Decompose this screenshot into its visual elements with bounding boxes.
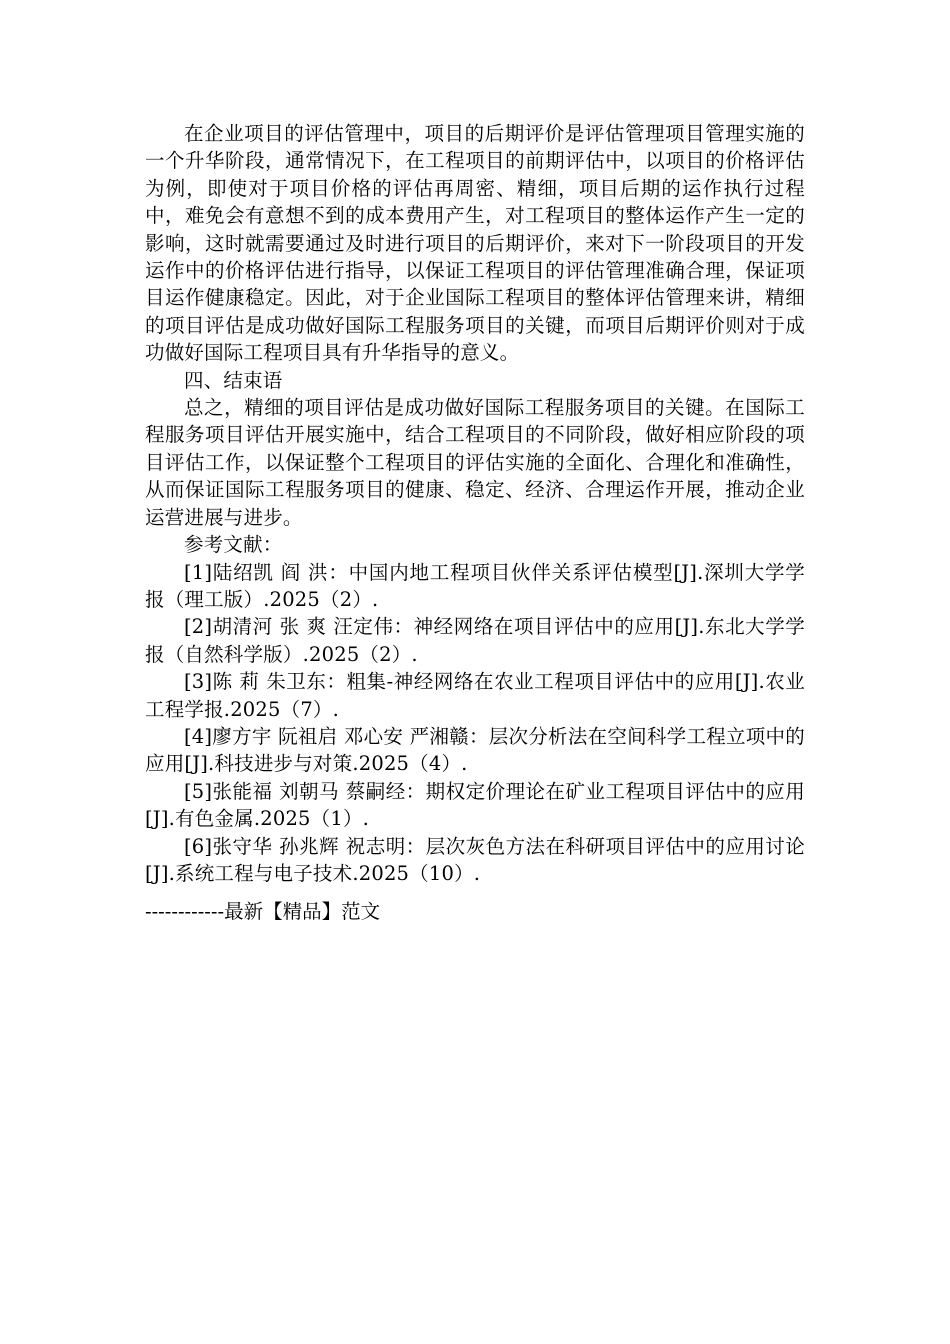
reference-item: [6]张守华 孙兆辉 祝志明：层次灰色方法在科研项目评估中的应用讨论[J].系统工程与电子技术.2025（10）. [145, 834, 805, 885]
page-footer: ------------最新【精品】范文 [145, 900, 381, 923]
body-paragraph: 在企业项目的评估管理中，项目的后期评价是评估管理项目管理实施的一个升华阶段，通常情况下，在工程项目的前期评估中，以项目的价格评估为例，即使对于项目价格的评估再周密、精细，项目后期的运作执行过程中，难免会有意想不到的成本费用产生，对工程项目的整体运作产生一定的影响，这时就需要通过及时进行项目的后期评价，来对下一阶段项目的开发运作中的价格评估进行指导，以保证工程项目的评估管理准确合理，保证项目运作健康稳定。因此，对于企业国际工程项目的整体评估管理来讲，精细的项目评估是成功做好国际工程服务项目的关键，而项目后期评价则对于成功做好国际工程项目具有升华指导的意义。 [145, 122, 805, 365]
document-body [145, 120, 805, 887]
reference-item: [3]陈 莉 朱卫东：粗集-神经网络在农业工程项目评估中的应用[J].农业工程学报.2025（7）. [145, 670, 805, 721]
section-heading: 四、结束语 [184, 368, 283, 392]
body-paragraph: 总之，精细的项目评估是成功做好国际工程服务项目的关键。在国际工程服务项目评估开展实施中，结合工程项目的不同阶段，做好相应阶段的项目评估工作，以保证整个工程项目的评估实施的全面化、合理化和准确性，从而保证国际工程服务项目的健康、稳定、经济、合理运作开展，推动企业运营进展与进步。 [145, 396, 805, 529]
reference-item: [1]陆绍凯 阎 洪：中国内地工程项目伙伴关系评估模型[J].深圳大学学报（理工版）.2025（2）. [145, 560, 805, 611]
reference-item: [4]廖方宇 阮祖启 邓心安 严湘赣：层次分析法在空间科学工程立项中的应用[J].科技进步与对策.2025（4）. [145, 724, 805, 776]
reference-item: [2]胡清河 张 爽 汪定伟：神经网络在项目评估中的应用[J].东北大学学报（自然科学版）.2025（2）. [145, 615, 805, 666]
reference-item: [5]张能福 刘朝马 蔡嗣经：期权定价理论在矿业工程项目评估中的应用[J].有色金属.2025（1）. [145, 779, 805, 831]
references-title: 参考文献： [184, 533, 283, 557]
